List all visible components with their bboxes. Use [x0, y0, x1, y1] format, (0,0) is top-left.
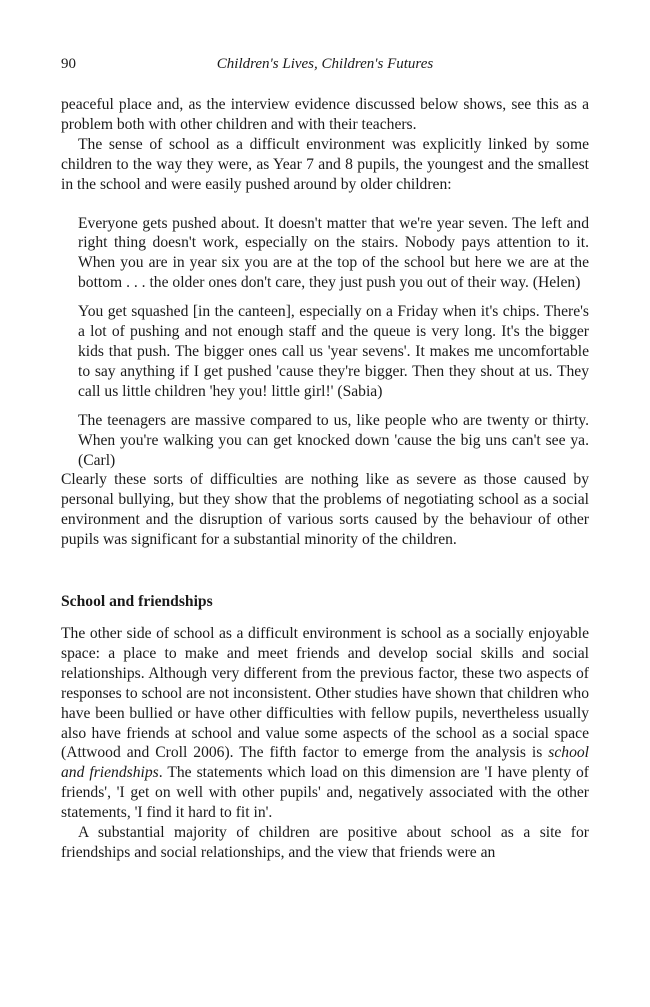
factor-name-emphasis: school and friendships	[61, 744, 589, 782]
paragraph-text-start: The other side of school as a difficult environment is school as a socially enjoyable space: a place to make and meet friends and develop social skills and social relationships. Although very different from the previous factor, these two aspects of responses to school are not inconsistent. Other studies have shown that children who have been bullied or have other difficulties with fellow pupils, nevertheless usually also have friends at school and value some aspects of the school as a social space (Attwood and Croll 2006). The fifth factor to emerge from the analysis is	[61, 625, 589, 762]
paragraph-difficult-environment: The sense of school as a difficult environment was explicitly linked by some children to the way they were, as Year 7 and 8 pupils, the youngest and the smallest in the school and were easily pushed around by older children:	[61, 135, 589, 193]
quote-helen: Everyone gets pushed about. It doesn't matter that we're year seven. The left and right thing doesn't work, especially on the stairs. Nobody pays attention to it. When you are in year six you are at the top of the school but here we are at the bottom . . . the older ones don't care, they just push you out of their way. (Helen)	[78, 214, 589, 292]
page-number: 90	[61, 56, 76, 72]
paragraph-text-end: . The statements which load on this dimension are 'I have plenty of friends', 'I get on well with other pupils' and, negatively associated with the other statements, 'I find it hard to fit in'.	[61, 764, 589, 822]
page-body	[61, 95, 589, 863]
running-header	[61, 56, 589, 78]
running-title: Children's Lives, Children's Futures	[216, 56, 434, 72]
paragraph-other-side	[61, 624, 589, 823]
paragraph-continuation: peaceful place and, as the interview evidence discussed below shows, see this as a problem both with other children and with their teachers.	[61, 96, 589, 133]
paragraph-majority: A substantial majority of children are positive about school as a site for friendships and social relationships, and the view that friends were an	[61, 824, 589, 861]
quote-sabia: You get squashed [in the canteen], especially on a Friday when it's chips. There's a lot of pushing and not enough staff and the queue is very long. It's the bigger kids that push. The bigger ones call us 'year sevens'. It makes me uncomfortable to say anything if I get pushed 'cause they're bigger. Then they shout at us. They call us little children 'hey you! little girl!' (Sabia)	[78, 303, 589, 400]
section-heading: School and friendships	[61, 593, 213, 611]
quote-carl: The teenagers are massive compared to us, like people who are twenty or thirty. When you're walking you can get knocked down 'cause the big uns can't see ya. (Carl)	[78, 411, 589, 469]
paragraph-clearly: Clearly these sorts of difficulties are nothing like as severe as those caused by personal bullying, but they show that the problems of negotiating school as a social environment and the disruption of various sorts caused by the behaviour of other pupils was significant for a substantial minority of the children.	[61, 471, 589, 549]
